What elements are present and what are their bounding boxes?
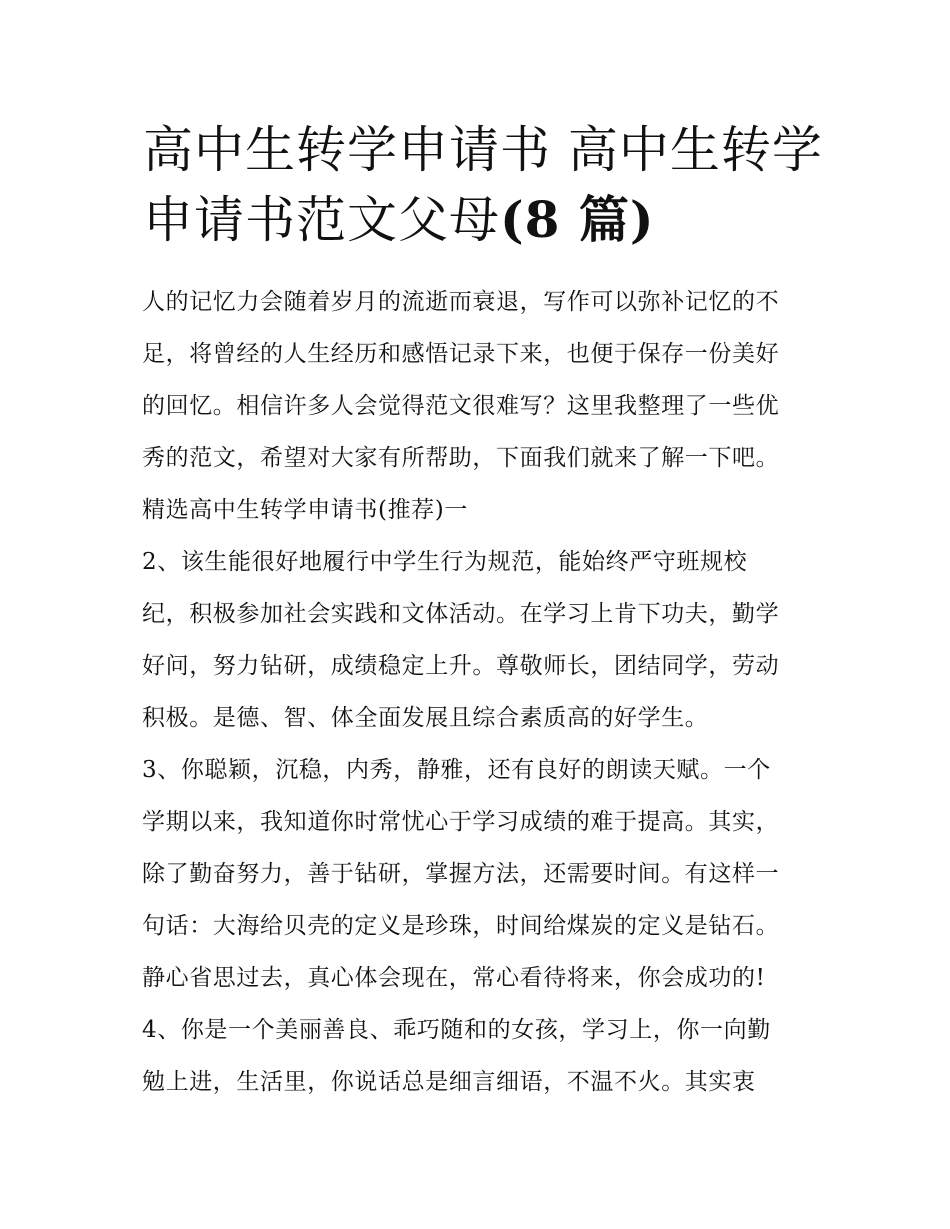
text-line-7: 纪，积极参加社会实践和文体活动。在学习上肯下功夫，勤学: [142, 601, 780, 627]
text-line-10: 3、你聪颖，沉稳，内秀，静雅，还有良好的朗读天赋。一个: [142, 757, 771, 783]
title-part-1: 高中生转学申请书 高中生转学: [143, 121, 823, 179]
text-line-15: 4、你是一个美丽善良、乖巧随和的女孩，学习上，你一向勤: [142, 1017, 771, 1043]
text-line-12: 除了勤奋努力，善于钻研，掌握方法，还需要时间。有这样一: [142, 861, 780, 887]
text-line-1: 人的记忆力会随着岁月的流逝而衰退，写作可以弥补记忆的不: [142, 289, 780, 315]
text-line-11: 学期以来，我知道你时常忧心于学习成绩的难于提高。其实，: [142, 809, 780, 835]
title-part-3: (8 篇): [500, 190, 655, 249]
text-line-3: 的回忆。相信许多人会觉得范文很难写？这里我整理了一些优: [142, 393, 780, 419]
title-part-2: 申请书范文父母: [143, 191, 500, 249]
section-heading: 精选高中生转学申请书(推荐)一: [142, 497, 468, 523]
text-line-14: 静心省思过去，真心体会现在，常心看待将来，你会成功的!: [142, 965, 766, 991]
document-body: [142, 276, 818, 1108]
document-title: [143, 115, 823, 255]
text-line-16: 勉上进，生活里，你说话总是细言细语，不温不火。其实衷: [142, 1069, 756, 1095]
text-line-8: 好问，努力钻研，成绩稳定上升。尊敬师长，团结同学，劳动: [142, 653, 780, 679]
text-line-2: 足，将曾经的人生经历和感悟记录下来，也便于保存一份美好: [142, 341, 780, 367]
text-line-9: 积极。是德、智、体全面发展且综合素质高的好学生。: [142, 705, 709, 731]
text-line-6: 2、该生能很好地履行中学生行为规范，能始终严守班规校: [142, 549, 748, 575]
text-line-13: 句话：大海给贝壳的定义是珍珠，时间给煤炭的定义是钻石。: [142, 913, 780, 939]
text-line-4: 秀的范文，希望对大家有所帮助，下面我们就来了解一下吧。: [142, 445, 780, 471]
